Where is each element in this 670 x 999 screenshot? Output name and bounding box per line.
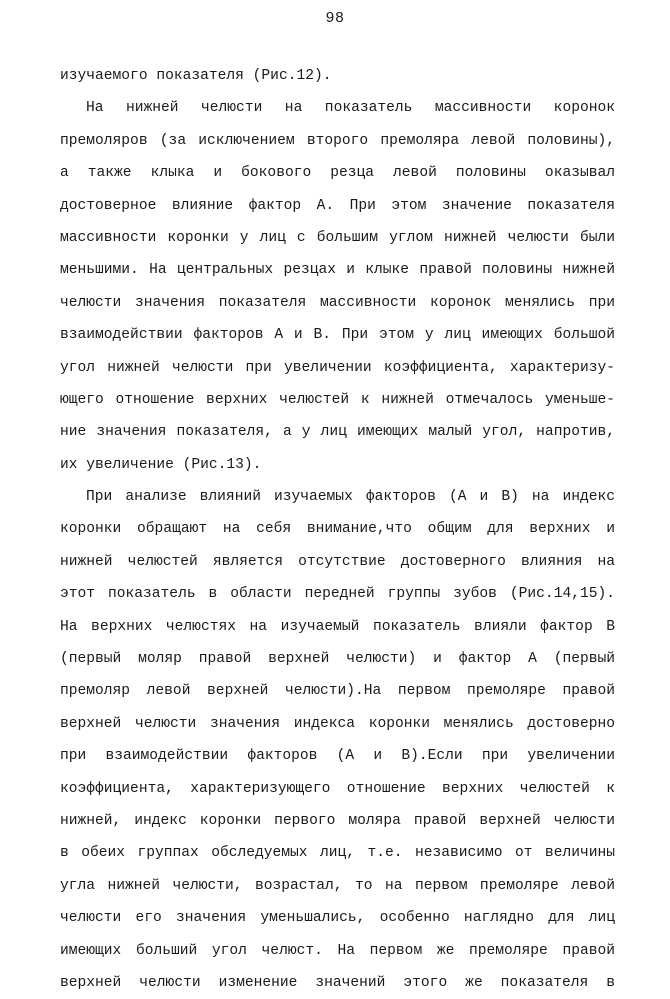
text-line: челюсти значения показателя массивности коронок менялись при: [60, 294, 615, 311]
text-line: коронки обращают на себя внимание,что общим для верхних и: [60, 521, 615, 538]
text-line: взаимодействии факторов А и В. При этом у лиц имеющих большой: [60, 327, 615, 344]
text-line: угла нижней челюсти, возрастал, то на первом премоляре левой: [60, 877, 615, 894]
text-line: премоляров (за исключением второго премоляра левой половины),: [60, 132, 615, 149]
text-line: имеющих больший угол челюст. На первом же премоляре правой: [60, 942, 615, 959]
text-line: угол нижней челюсти при увеличении коэффициента, характеризу-: [60, 359, 615, 376]
body-text: [60, 60, 615, 999]
text-line: этот показатель в области передней группы зубов (Рис.14,15).: [60, 586, 615, 603]
text-line: меньшими. На центральных резцах и клыке правой половины нижней: [60, 262, 615, 279]
text-line: достоверное влияние фактор А. При этом значение показателя: [60, 197, 615, 214]
text-line: массивности коронки у лиц с большим углом нижней челюсти были: [60, 229, 615, 246]
text-line: в обеих группах обследуемых лиц, т.е. независимо от величины: [60, 845, 615, 862]
text-line: На верхних челюстях на изучаемый показатель влияли фактор В: [60, 618, 615, 635]
text-line: коэффициента, характеризующего отношение верхних челюстей к: [60, 780, 615, 797]
text-line: изучаемого показателя (Рис.12).: [60, 68, 332, 84]
text-line: На нижней челюсти на показатель массивности коронок: [86, 100, 615, 117]
text-line: нижней челюстей является отсутствие достоверного влияния на: [60, 553, 615, 570]
text-line: а также клыка и бокового резца левой половины оказывал: [60, 165, 615, 182]
text-line: нижней, индекс коронки первого моляра правой верхней челюсти: [60, 812, 615, 829]
text-line: ние значения показателя, а у лиц имеющих малый угол, напротив,: [60, 424, 615, 441]
text-line: при взаимодействии факторов (А и В).Если при увеличении: [60, 748, 615, 765]
text-line: верхней челюсти изменение значений этого же показателя в: [60, 974, 615, 991]
text-line: При анализе влияний изучаемых факторов (А и В) на индекс: [86, 489, 615, 506]
text-line: (первый моляр правой верхней челюсти) и фактор А (первый: [60, 651, 615, 668]
text-line: премоляр левой верхней челюсти).На первом премоляре правой: [60, 683, 615, 700]
page-number: 98: [325, 10, 345, 27]
text-line: ющего отношение верхних челюстей к нижней отмечалось уменьше-: [60, 391, 615, 408]
text-line: верхней челюсти значения индекса коронки менялись достоверно: [60, 715, 615, 732]
text-line: челюсти его значения уменьшались, особенно наглядно для лиц: [60, 910, 615, 927]
text-line: их увеличение (Рис.13).: [60, 456, 262, 473]
